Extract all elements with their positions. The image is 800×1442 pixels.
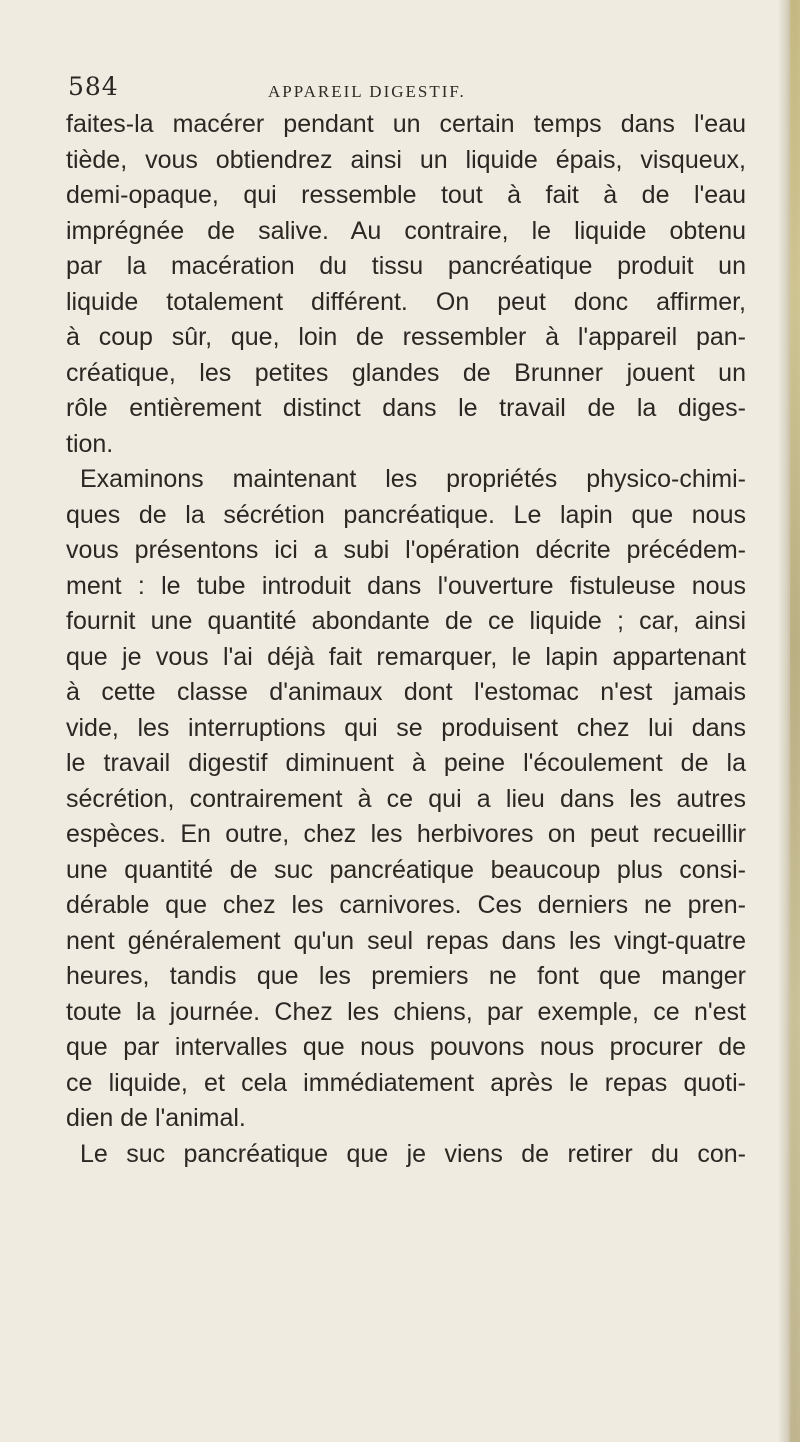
text-line: toute la journée. Chez les chiens, par exemple, ce n'est (66, 997, 746, 1026)
text-line: fournit une quantité abondante de ce liquide ; car, ainsi (66, 607, 746, 635)
text-line: que je vous l'ai déjà fait remarquer, le lapin appartenant (66, 642, 746, 671)
text-line: tiède, vous obtiendrez ainsi un liquide épais, visqueux, (66, 145, 746, 174)
page-number: 584 (68, 72, 119, 101)
text-line: vide, les interruptions qui se produisent chez lui dans (66, 713, 746, 742)
text-line: tion. (66, 429, 114, 458)
text-line: par la macération du tissu pancréatique produit un (66, 252, 746, 280)
body-text (66, 107, 746, 1172)
text-line: à coup sûr, que, loin de ressembler à l'appareil pan- (66, 323, 746, 351)
paragraph-2 (66, 462, 746, 1137)
text-line: ment : le tube introduit dans l'ouverture fistuleuse nous (66, 571, 746, 600)
paragraph-3 (66, 1137, 746, 1173)
text-line: dérable que chez les carnivores. Ces derniers ne pren- (66, 891, 746, 919)
text-line: Le suc pancréatique que je viens de retirer du con- (80, 1139, 746, 1168)
page-header (68, 72, 768, 112)
text-line: nent généralement qu'un seul repas dans les vingt-quatre (66, 926, 746, 955)
text-line: faites-la macérer pendant un certain temps dans l'eau (66, 110, 746, 138)
text-line: que par intervalles que nous pouvons nous procurer de (66, 1033, 746, 1061)
text-line: dien de l'animal. (66, 1104, 246, 1132)
text-line: espèces. En outre, chez les herbivores on peut recueillir (66, 820, 746, 848)
page-edge-strip (790, 0, 800, 1442)
text-line: créatique, les petites glandes de Brunner jouent un (66, 358, 746, 387)
text-line: sécrétion, contrairement à ce qui a lieu dans les autres (66, 784, 746, 813)
paragraph-1 (66, 107, 746, 462)
text-line: à cette classe d'animaux dont l'estomac n'est jamais (66, 678, 746, 706)
text-line: demi-opaque, qui ressemble tout à fait à de l'eau (66, 181, 746, 209)
text-line: le travail digestif diminuent à peine l'écoulement de la (66, 749, 746, 777)
text-line: imprégnée de salive. Au contraire, le liquide obtenu (66, 216, 746, 245)
text-line: liquide totalement différent. On peut donc affirmer, (66, 287, 746, 316)
text-line: rôle entièrement distinct dans le travail de la diges- (66, 394, 746, 422)
text-line: une quantité de suc pancréatique beaucoup plus consi- (66, 855, 746, 884)
text-line: vous présentons ici a subi l'opération décrite précédem- (66, 536, 746, 564)
text-line: heures, tandis que les premiers ne font que manger (66, 962, 746, 990)
text-line: ques de la sécrétion pancréatique. Le lapin que nous (66, 500, 746, 529)
text-line: ce liquide, et cela immédiatement après le repas quoti- (66, 1068, 746, 1097)
running-title: APPAREIL DIGESTIF. (268, 82, 466, 101)
text-line: Examinons maintenant les propriétés physico-chimi- (80, 465, 746, 493)
